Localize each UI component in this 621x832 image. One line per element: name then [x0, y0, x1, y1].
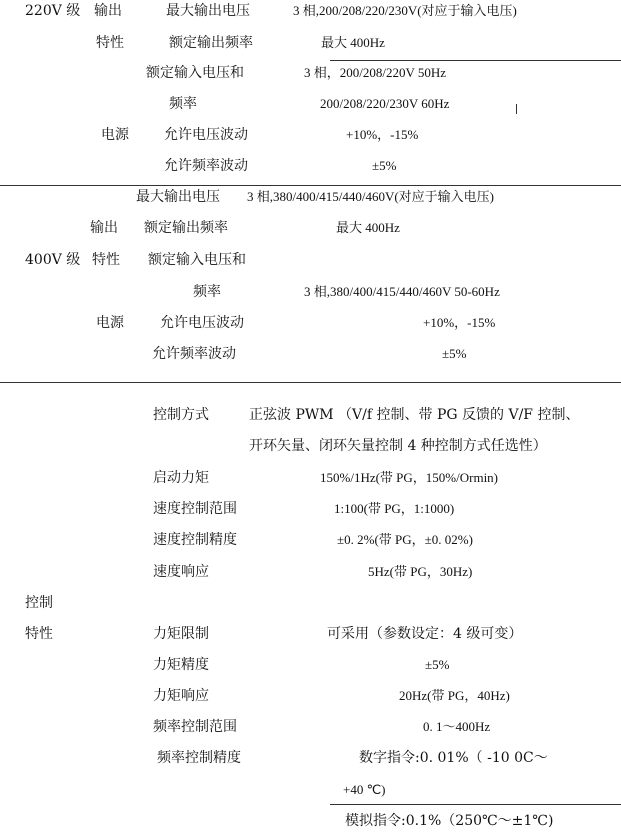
v220-frequency-fluctuation-value: ±5% [372, 158, 397, 173]
frequency-control-accuracy-digital-cont: +40 ℃) [343, 782, 386, 797]
control-method-value-line2: 开环矢量、闭环矢量控制 4 种控制方式任选性） [249, 438, 547, 454]
torque-response-value: 20Hz(带 PG，40Hz) [399, 688, 510, 703]
speed-response-value: 5Hz(带 PG，30Hz) [368, 564, 473, 579]
v400-rated-input-label-line2: 频率 [193, 284, 221, 300]
section-divider-400-control [0, 382, 621, 383]
v400-frequency-fluctuation-value: ±5% [442, 346, 467, 361]
control-method-label: 控制方式 [153, 407, 209, 423]
v220-frequency-fluctuation-label: 允许频率波动 [164, 158, 248, 174]
v400-level: 400V 级 [25, 252, 81, 268]
control-method-value-line1: 正弦波 PWM （V/f 控制、带 PG 反馈的 V/F 控制、 [249, 407, 580, 423]
torque-accuracy-label: 力矩精度 [153, 657, 209, 673]
v400-power-label: 电源 [96, 315, 124, 331]
starting-torque-value: 150%/1Hz(带 PG，150%/Ormin) [320, 470, 499, 485]
v220-output-label: 输出 [94, 3, 122, 19]
v400-max-output-voltage-label: 最大输出电压 [136, 189, 220, 205]
starting-torque-label: 启动力矩 [153, 470, 209, 486]
v400-frequency-fluctuation-label: 允许频率波动 [152, 346, 236, 362]
control-group-label-line1: 控制 [25, 595, 53, 611]
v220-power-label: 电源 [101, 127, 129, 143]
speed-control-range-value: 1:100(带 PG，1:1000) [334, 501, 455, 516]
speed-control-accuracy-label: 速度控制精度 [153, 532, 237, 548]
frequency-control-range-value: 0. 1～400Hz [423, 719, 491, 734]
v400-characteristic-label: 特性 [92, 252, 120, 268]
v220-characteristic-label: 特性 [96, 35, 124, 51]
v400-rated-output-frequency-label: 额定输出频率 [144, 220, 228, 236]
v220-rated-input-value-line1: 3 相，200/208/220V 50Hz [304, 65, 447, 80]
frequency-control-accuracy-analog: 模拟指令:0.1%（250℃～±1℃) [345, 813, 554, 829]
stray-tick-mark [516, 104, 517, 114]
frequency-control-accuracy-digital: 数字指令:0. 01%（ -10 0C～ [359, 750, 548, 766]
v220-output-divider [330, 60, 621, 61]
analog-divider [330, 804, 621, 805]
torque-response-label: 力矩响应 [153, 688, 209, 704]
v220-rated-input-value-line2: 200/208/220/230V 60Hz [320, 96, 450, 111]
v400-voltage-fluctuation-label: 允许电压波动 [160, 315, 244, 331]
v400-rated-output-frequency-value: 最大 400Hz [336, 220, 400, 235]
v220-level: 220V 级 [25, 3, 81, 19]
speed-control-accuracy-value: ±0. 2%(带 PG，±0. 02%) [337, 532, 473, 547]
v220-rated-input-label-line1: 额定输入电压和 [146, 65, 244, 81]
v220-max-output-voltage-label: 最大输出电压 [166, 3, 250, 19]
v220-voltage-fluctuation-label: 允许电压波动 [164, 127, 248, 143]
v220-max-output-voltage-value: 3 相,200/208/220/230V(对应于输入电压) [293, 3, 517, 18]
v220-rated-output-frequency-label: 额定输出频率 [169, 35, 253, 51]
frequency-control-accuracy-label: 频率控制精度 [157, 750, 241, 766]
torque-limit-label: 力矩限制 [153, 626, 209, 642]
speed-control-range-label: 速度控制范围 [153, 501, 237, 517]
torque-accuracy-value: ±5% [425, 657, 450, 672]
v400-voltage-fluctuation-value: +10%，-15% [423, 315, 496, 330]
v220-voltage-fluctuation-value: +10%，-15% [346, 127, 419, 142]
v400-rated-input-value: 3 相,380/400/415/440/460V 50-60Hz [304, 284, 500, 299]
v400-max-output-voltage-value: 3 相,380/400/415/440/460V(对应于输入电压) [247, 189, 494, 204]
control-group-label-line2: 特性 [25, 626, 53, 642]
torque-limit-value: 可采用（参数设定：4 级可变） [327, 626, 523, 642]
v220-rated-input-label-line2: 频率 [169, 96, 197, 112]
section-divider-220-400 [0, 185, 621, 186]
v400-rated-input-label-line1: 额定输入电压和 [148, 252, 246, 268]
frequency-control-range-label: 频率控制范围 [153, 719, 237, 735]
v400-output-label: 输出 [90, 220, 118, 236]
v220-rated-output-frequency-value: 最大 400Hz [321, 35, 385, 50]
speed-response-label: 速度响应 [153, 564, 209, 580]
